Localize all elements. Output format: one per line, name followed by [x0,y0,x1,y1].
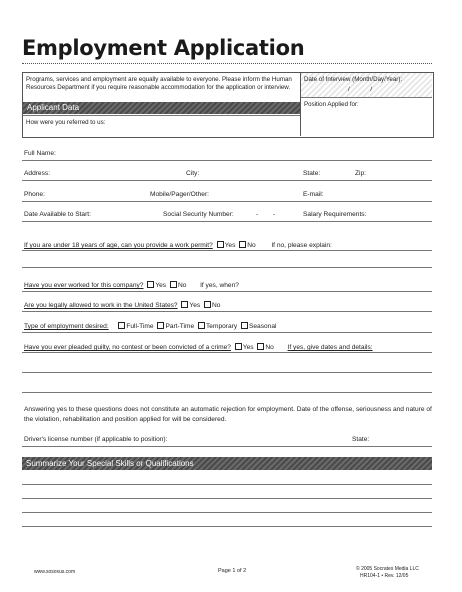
worked-before-row [24,281,239,289]
seasonal-label: Seasonal [248,323,277,330]
legal-yes-label: Yes [189,302,201,309]
under18-no-label: No [247,242,256,249]
skills-line-3[interactable] [22,512,432,513]
ssn-dashes: - - [256,211,276,218]
seasonal-checkbox[interactable] [241,322,248,329]
zip-label: Zip: [355,170,366,177]
email-label: E-mail: [303,191,324,198]
legal-no-label: No [212,302,221,309]
under18-extra-line[interactable] [22,267,432,268]
guilty-followup: If yes, give dates and details: [287,344,373,351]
full-time-label: Full-Time [126,323,154,330]
address-line[interactable] [22,180,432,181]
employment-type-question: Type of employment desired: [24,323,109,330]
applicant-bar-underline [23,115,300,116]
guilty-line-1[interactable] [22,352,432,353]
ssn-label: Social Security Number: [163,211,234,218]
temporary-label: Temporary [205,323,238,330]
legally-allowed-line[interactable] [22,311,432,312]
under18-question: If you are under 18 years of age, can you provide a work permit? [24,242,213,249]
full-name-line[interactable] [22,160,432,161]
footer-form-number: HR104-1 • Rev. 12/05 [360,573,409,579]
under18-yes-checkbox[interactable] [217,241,224,248]
full-time-checkbox[interactable] [118,322,125,329]
employment-type-row [24,322,276,330]
phone-line[interactable] [22,201,432,202]
referred-label: How were you referred to us: [26,119,106,126]
interview-date-slashes: / / [348,86,373,93]
drivers-license-label: Driver's license number (if applicable to position): [24,436,168,443]
skills-line-4[interactable] [22,526,432,527]
worked-followup: If yes, when? [200,282,239,289]
guilty-no-checkbox[interactable] [257,343,264,350]
salary-label: Salary Requirements: [303,211,367,218]
state-label: State: [303,170,321,177]
worked-before-question: Have you ever worked for this company? [24,282,144,289]
header-row-divider [301,97,432,98]
drivers-license-line[interactable] [22,446,432,447]
disclaimer-text: Answering yes to these questions does not constitute an automatic rejection for employment. Date of the offense, seriousness and nature of the violation, rehabilitation and position applied for will be considered. [24,406,432,423]
skills-line-1[interactable] [22,484,432,485]
employment-type-line[interactable] [22,332,432,333]
under18-line[interactable] [22,250,432,251]
title-divider [22,63,432,64]
applicant-data-bar: Applicant Data [23,102,300,114]
address-label: Address: [24,170,51,177]
pleaded-guilty-question: Have you ever pleaded guilty, no contest or been convicted of a crime? [24,344,231,351]
legally-allowed-question: Are you legally allowed to work in the United States? [24,302,178,309]
worked-yes-checkbox[interactable] [147,281,154,288]
guilty-line-3[interactable] [22,392,432,393]
pleaded-guilty-row [24,343,373,351]
document-title: Employment Application [22,36,305,60]
under18-followup: If no, please explain: [271,242,332,249]
part-time-label: Part-Time [165,323,195,330]
worked-before-line[interactable] [22,291,432,292]
full-name-label: Full Name: [24,150,56,157]
interview-date-label: Date of Interview (Month/Day/Year): [304,76,403,83]
legally-allowed-row [24,301,220,309]
guilty-yes-checkbox[interactable] [235,343,242,350]
skills-line-2[interactable] [22,498,432,499]
worked-no-checkbox[interactable] [170,281,177,288]
position-applied-label: Position Applied for: [304,101,359,108]
city-label: City: [186,170,200,177]
temporary-checkbox[interactable] [198,322,205,329]
date-available-line[interactable] [22,221,432,222]
phone-label: Phone: [24,191,45,198]
legal-yes-checkbox[interactable] [181,301,188,308]
worked-no-label: No [177,282,187,289]
date-available-label: Date Available to Start: [24,211,91,218]
footer-website: www.sosoxus.com [34,569,76,575]
guilty-line-2[interactable] [22,372,432,373]
drivers-state-label: State: [352,436,370,443]
under18-question-row [24,241,332,249]
under18-yes-label: Yes [224,242,236,249]
equal-opportunity-notice: Programs, services and employment are equally available to everyone. Please inform the Human Resources Department if you require reasonable accommodation for the application or interview. [26,76,292,91]
guilty-yes-label: Yes [242,344,254,351]
mobile-label: Mobile/Pager/Other: [150,191,210,198]
part-time-checkbox[interactable] [157,322,164,329]
legal-no-checkbox[interactable] [204,301,211,308]
guilty-no-label: No [265,344,274,351]
under18-no-checkbox[interactable] [239,241,246,248]
skills-bar: Summarize Your Special Skills or Qualifications [22,457,432,470]
footer-copyright: © 2005 Socrates Media LLC [356,566,419,572]
footer-page: Page 1 of 2 [218,568,247,574]
worked-yes-label: Yes [155,282,167,289]
